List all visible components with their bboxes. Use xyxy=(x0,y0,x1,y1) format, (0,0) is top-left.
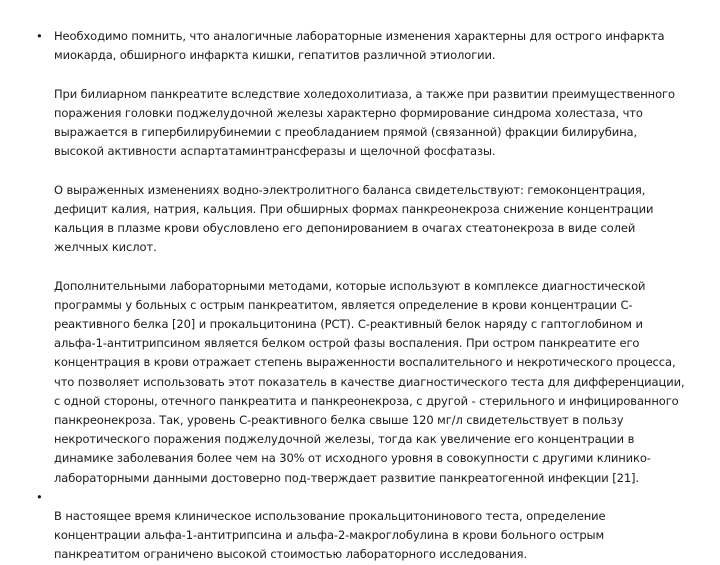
bullet-marker: • xyxy=(36,489,43,504)
paragraph-additional-methods: Дополнительными лабораторными методами, которые используют в комплексе диагностической программы у больных с острым панкреатитом, является определение в крови концентрации С-реактивного белка [20] и прокальцитонина (PCT). С-реактивный белок наряду с гаптоглобином и альфа-1-антитрипсином является белком острой фазы воспаления. При остром панкреатите его концентрация в крови отражает степень выраженности воспалительного и некротического процесса, что позволяет использовать этот показатель в качестве диагностического теста для дифференциации, с одной стороны, отечного панкреатита и панкреонекроза, с другой - стерильного и инфицированного панкреонекроза. Так, уровень С-реактивного белка свыше 120 мг/л свидетельствует в пользу некротического поражения поджелудочной железы, тогда как увеличение его концентрации в динамике заболевания более чем на 30% от исходного уровня в совокупности с другими клинико-лабораторными данными достоверно под-тверждает развитие панкреатогенной инфекции [21]. xyxy=(54,278,685,485)
paragraph-spacer xyxy=(54,488,686,507)
paragraph-lab-changes: Необходимо помнить, что аналогичные лабораторные изменения характерны для острого инфаркта миокарда, обширного инфаркта кишки, гепатитов различной этиологии. xyxy=(54,29,665,63)
bullet-item-1 xyxy=(36,27,686,488)
bullet-item-2 xyxy=(36,488,686,565)
bullet-marker: • xyxy=(36,29,43,43)
paragraph-electrolyte-balance: О выраженных изменениях водно-электролитного баланса свидетельствуют: гемоконцентрация, дефицит калия, натрия, кальция. При обширных формах панкреонекроза снижение концентрации кальция в плазме крови обусловлено его депонированием в очагах стеатонекроза в виде солей желчных кислот. xyxy=(54,182,654,255)
paragraph-procalcitonin-test: В настоящее время клиническое использование прокальцитонинового теста, определение концентрации альфа-1-антитрипсина и альфа-2-макроглобулина в крови больного острым панкреатитом ограничено высокой стоимостью лабораторного исследования. xyxy=(54,509,606,562)
bullet-list xyxy=(36,27,686,565)
paragraph-spacer xyxy=(54,161,686,180)
paragraph-biliary-pancreatitis: При билиарном панкреатите вследствие холедохолитиаза, а также при развитии преимущественного поражения головки поджелудочной железы характерно формирование синдрома холестаза, что выражается в гипербилирубинемии с преобладанием прямой (связанной) фракции билирубина, высокой активности аспартатаминтрансферазы и щелочной фосфатазы. xyxy=(54,86,675,159)
paragraph-spacer xyxy=(54,65,686,84)
paragraph-spacer xyxy=(54,257,686,276)
